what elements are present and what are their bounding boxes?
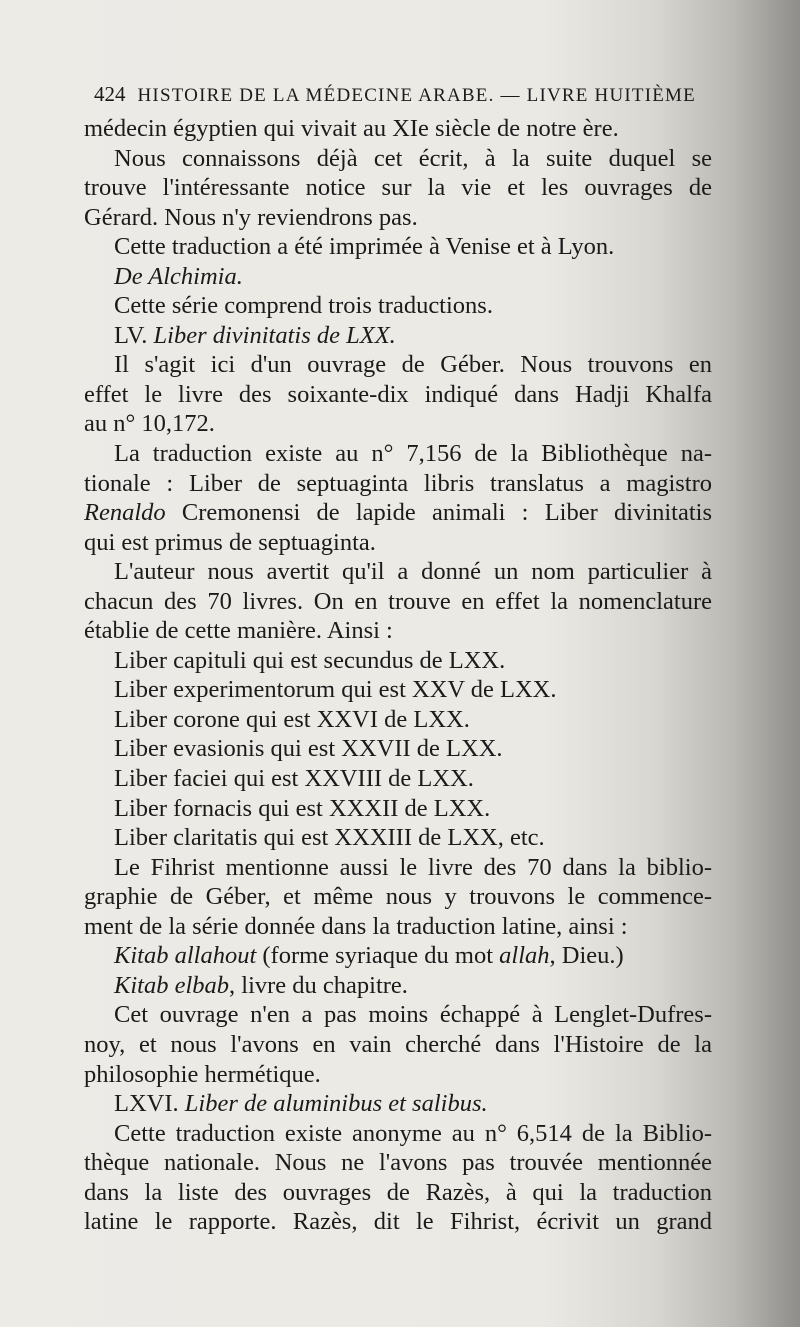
text-line: Il s'agit ici d'un ouvrage de Géber. Nous trouvons en [114,351,712,379]
list-item: Liber experimentorum qui est XXV de LXX. [114,676,557,704]
text-line [84,971,712,1001]
running-title: HISTOIRE DE LA MÉDECINE ARABE. — LIVRE HUITIÈME [137,85,696,106]
text-line: ment de la série donnée dans la traduction latine, ainsi : [84,912,628,940]
text-line: philosophie hermétique. [84,1060,321,1088]
text-line: Nous connaissons déjà cet écrit, à la suite duquel se [114,144,712,172]
text-line: latine le rapporte. Razès, dit le Fihrist, écrivit un grand [84,1208,712,1236]
text-line: La traduction existe au n° 7,156 de la Bibliothèque na- [114,440,712,468]
running-head [94,80,712,114]
text-line: Cette traduction a été imprimée à Venise et à Lyon. [114,233,615,261]
text-line [84,941,712,971]
text-line: au n° 10,172. [84,410,215,438]
list-item: Liber capituli qui est secundus de LXX. [114,646,506,674]
text-line: tionale : Liber de septuaginta libris translatus a magistro [84,469,712,497]
section-heading: De Alchimia. [114,262,243,290]
text-run: Cremonensi de lapide animali : Liber divinitatis [165,499,712,527]
text-line: Le Fihrist mentionne aussi le livre des 70 dans la biblio- [114,853,712,881]
entry-title: Liber divinitatis de LXX. [153,321,396,349]
list-item: Liber claritatis qui est XXXIII de LXX, etc. [114,824,545,852]
list-item: Liber fornacis qui est XXXII de LXX. [114,794,491,822]
text-run: , Dieu.) [549,942,624,970]
text-line: dans la liste des ouvrages de Razès, à qui la traduction [84,1178,712,1206]
text-line: Cette traduction existe anonyme au n° 6,514 de la Biblio- [114,1119,712,1147]
text-line: trouve l'intéressante notice sur la vie et les ouvrages de [84,174,712,202]
entry-number: LXVI. [114,1090,185,1118]
list-item: Liber corone qui est XXVI de LXX. [114,705,470,733]
italic-title: Kitab elbab [114,971,230,999]
text-line: chacun des 70 livres. On en trouve en effet la nomenclature [84,587,712,615]
list-item: Liber evasionis qui est XXVII de LXX. [114,735,503,763]
entry-heading [84,321,712,351]
entry-heading [84,1089,712,1119]
text-run: , livre du chapitre. [229,971,408,999]
text-run: (forme syriaque du mot [256,942,500,970]
text-line: Cet ouvrage n'en a pas moins échappé à Lenglet-Dufres- [114,1001,712,1029]
page-text-block [84,80,712,1237]
entry-title: Liber de aluminibus et salibus. [184,1090,488,1118]
text-line: Gérard. Nous n'y reviendrons pas. [84,203,418,231]
italic-title: Kitab allahout [114,942,257,970]
italic-name: Renaldo [84,499,166,527]
text-line: noy, et nous l'avons en vain cherché dans l'Histoire de la [84,1030,712,1058]
text-line: L'auteur nous avertit qu'il a donné un nom particulier à [114,558,712,586]
text-line: établie de cette manière. Ainsi : [84,617,393,645]
page-number: 424 [94,82,126,106]
text-line: thèque nationale. Nous ne l'avons pas trouvée mentionnée [84,1149,712,1177]
list-item: Liber faciei qui est XXVIII de LXX. [114,765,474,793]
text-line [84,498,712,528]
text-line: médecin égyptien qui vivait au XIe siècle de notre ère. [84,115,619,142]
entry-number: LV. [114,321,154,349]
text-line: Cette série comprend trois traductions. [114,292,493,320]
italic-word: allah [499,942,550,970]
text-line: graphie de Géber, et même nous y trouvons le commence- [84,883,712,911]
text-line: effet le livre des soixante-dix indiqué dans Hadji Khalfa [84,380,712,408]
text-line: qui est primus de septuaginta. [84,528,376,556]
